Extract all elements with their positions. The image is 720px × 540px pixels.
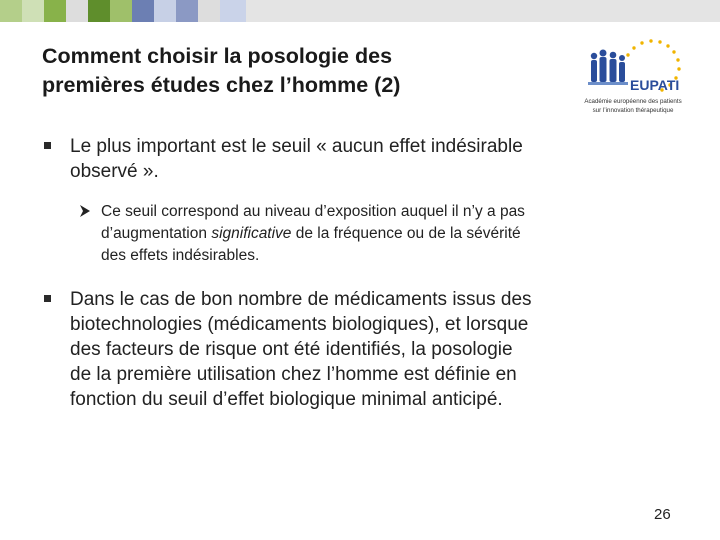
bullet-item	[44, 287, 684, 412]
people-icon	[588, 50, 628, 86]
bullet-line: observé ».	[70, 161, 159, 182]
logo-tagline	[570, 98, 696, 115]
color-bar-fill	[246, 0, 720, 22]
eupati-logo	[570, 36, 696, 120]
color-block	[66, 0, 88, 22]
square-bullet-icon	[44, 295, 51, 302]
color-block	[198, 0, 220, 22]
tagline-line: sur l’innovation thérapeutique	[592, 106, 674, 114]
bullet-item	[44, 134, 684, 184]
logo-wordmark: EUPATI	[630, 77, 680, 93]
color-block	[176, 0, 198, 22]
emphasis-text: significative	[211, 225, 292, 242]
bullet-line: Dans le cas de bon nombre de médicaments issus des	[70, 289, 532, 310]
color-block	[220, 0, 246, 22]
sub-bullet-item	[78, 201, 678, 267]
color-block	[44, 0, 66, 22]
header-color-bar	[0, 0, 720, 22]
square-bullet-icon	[44, 142, 51, 149]
eupati-logo-graphic	[570, 36, 696, 98]
sub-line	[101, 223, 678, 245]
bullet-line: de la première utilisation chez l’homme est définie en	[70, 364, 517, 385]
bullet-line: fonction du seuil d’effet biologique minimal anticipé.	[70, 389, 503, 410]
arrow-bullet-icon	[78, 204, 92, 218]
color-block	[154, 0, 176, 22]
bullet-text	[70, 287, 684, 412]
color-block	[88, 0, 110, 22]
bullet-text	[70, 134, 684, 184]
bullet-line: Le plus important est le seuil « aucun effet indésirable	[70, 136, 523, 157]
page-number: 26	[654, 506, 671, 523]
bullet-line: biotechnologies (médicaments biologiques), et lorsque	[70, 314, 529, 335]
tagline-line: Académie européenne des patients	[584, 98, 682, 105]
color-block	[132, 0, 154, 22]
sub-line: des effets indésirables.	[101, 247, 260, 264]
bullet-line: des facteurs de risque ont été identifiés, la posologie	[70, 339, 513, 360]
title-line: premières études chez l’homme (2)	[42, 73, 401, 97]
color-block	[0, 0, 22, 22]
sub-bullet-text	[101, 201, 678, 267]
color-block	[110, 0, 132, 22]
title-line: Comment choisir la posologie des	[42, 44, 393, 68]
sub-text: d’augmentation	[101, 225, 212, 242]
sub-text: de la fréquence ou de la sévérité	[291, 225, 521, 242]
sub-line: Ce seuil correspond au niveau d’exposition auquel il n’y a pas	[101, 203, 525, 220]
color-block	[22, 0, 44, 22]
slide-title	[42, 42, 562, 100]
